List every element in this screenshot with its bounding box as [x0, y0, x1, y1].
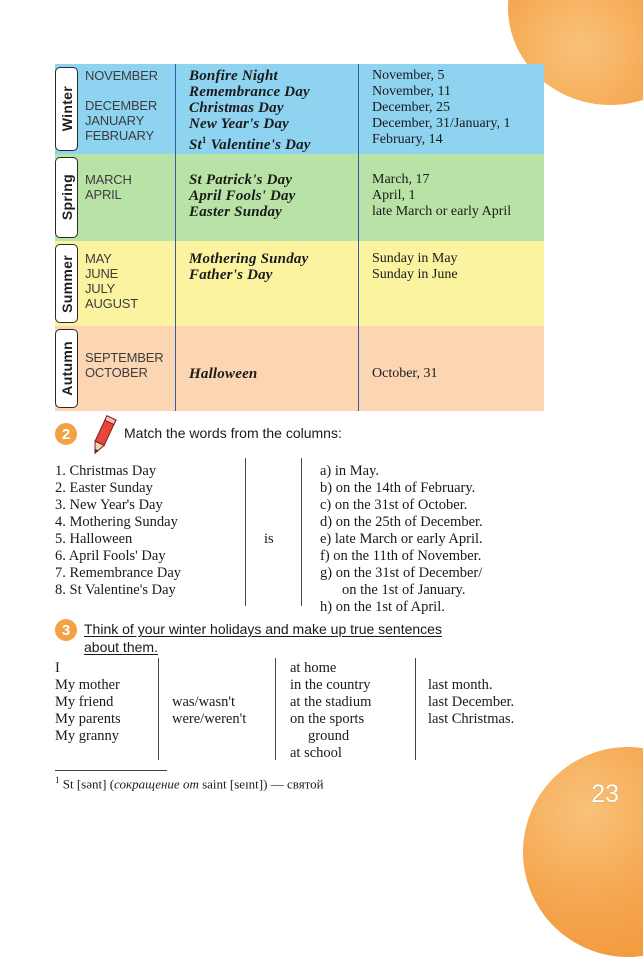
date: April, 1: [372, 188, 416, 203]
dates-column: [358, 64, 544, 154]
list-item: in the country: [290, 677, 371, 693]
season-row-spring: [55, 154, 544, 241]
list-item: on the sports: [290, 711, 365, 727]
exercise-2-right-column: [320, 463, 483, 616]
list-item: h) on the 1st of April.: [320, 599, 445, 615]
month: JUNE: [85, 266, 119, 281]
date: November, 11: [372, 84, 452, 99]
date: late March or early April: [372, 204, 512, 219]
list-item: at home: [290, 660, 337, 676]
list-item: 8. St Valentine's Day: [55, 582, 176, 598]
season-label-summer: Summer: [55, 244, 78, 323]
list-item: My mother: [55, 677, 120, 693]
list-item: 2. Easter Sunday: [55, 480, 153, 496]
footnote: [55, 775, 324, 792]
footnote-marker: 1: [201, 135, 207, 145]
date: October, 31: [372, 366, 438, 381]
month: MARCH: [85, 172, 132, 187]
date: Sunday in May: [372, 251, 458, 266]
season-label-spring: Spring: [55, 157, 78, 238]
holiday: New Year's Day: [189, 116, 290, 132]
month: DECEMBER: [85, 98, 158, 113]
holidays-column: [175, 326, 358, 411]
months-column: [78, 241, 175, 326]
holiday: Mothering Sunday: [189, 251, 309, 267]
footnote-translation: — святой: [270, 776, 324, 792]
holiday: St$^1$ Valentine's Day: [189, 135, 311, 153]
list-item: e) late March or early April.: [320, 531, 483, 547]
list-item: 6. April Fools' Day: [55, 548, 166, 564]
holidays-column: [175, 64, 358, 154]
footnote-term: St: [62, 776, 74, 792]
list-item: was/wasn't: [172, 694, 236, 710]
footnote-word-transcription: [seɪnt]): [229, 776, 268, 792]
list-item: d) on the 25th of December.: [320, 514, 483, 530]
exercise-3-places: [290, 660, 371, 762]
footnote-paren: (: [109, 776, 115, 792]
exercise-2-number: 2: [55, 423, 77, 445]
season-row-autumn: [55, 326, 544, 411]
list-item: last Christmas.: [428, 711, 515, 727]
list-item: ground: [308, 728, 350, 744]
list-item: I: [55, 660, 60, 676]
holiday: April Fools' Day: [189, 188, 296, 204]
holidays-column: [175, 154, 358, 241]
date: March, 17: [372, 172, 430, 187]
list-item: 5. Halloween: [55, 531, 133, 547]
exercise-3-verbs: [172, 694, 246, 728]
holiday-calendar-table: [55, 64, 544, 411]
season-row-summer: [55, 241, 544, 326]
exercise-2-left-column: [55, 463, 181, 599]
list-item: g) on the 31st of December/: [320, 565, 483, 581]
date: February, 14: [372, 132, 443, 147]
date: December, 31/January, 1: [372, 116, 511, 131]
column-divider: [275, 658, 276, 760]
exercise-2-instruction: Match the words from the columns:: [124, 425, 342, 441]
season-row-winter: [55, 64, 544, 154]
season-label-winter: Winter: [55, 67, 78, 151]
footnote-transcription: [sənt]: [76, 776, 107, 792]
month: JANUARY: [85, 113, 145, 128]
holiday: Father's Day: [189, 267, 273, 283]
month: AUGUST: [85, 296, 138, 311]
month: NOVEMBER: [85, 68, 158, 83]
month: JULY: [85, 281, 116, 296]
exercise-3-instruction-cont: about them.: [84, 639, 158, 655]
month-spacer: [85, 83, 175, 98]
column-divider: [158, 658, 159, 760]
list-item: at the stadium: [290, 694, 372, 710]
list-item: at school: [290, 745, 342, 761]
list-item: were/weren't: [172, 711, 247, 727]
decorative-corner-bottom: [523, 747, 643, 957]
month: APRIL: [85, 187, 122, 202]
list-item: 3. New Year's Day: [55, 497, 163, 513]
footnote-note: сокращение от: [114, 776, 199, 792]
exercise-3-subjects: [55, 660, 121, 745]
footnote-word: saint: [202, 776, 227, 792]
column-divider: [415, 658, 416, 760]
exercise-2-verb: is: [264, 531, 274, 547]
list-item: c) on the 31st of October.: [320, 497, 468, 513]
date: November, 5: [372, 68, 445, 83]
month: FEBRUARY: [85, 128, 154, 143]
list-item: My parents: [55, 711, 121, 727]
list-item: 1. Christmas Day: [55, 463, 157, 479]
page-number: 23: [591, 780, 619, 808]
list-item: last December.: [428, 694, 515, 710]
column-divider: [301, 458, 302, 606]
list-item: 7. Remembrance Day: [55, 565, 182, 581]
exercise-3-instruction: Think of your winter holidays and make up true sentences: [84, 621, 442, 637]
holiday: St Patrick's Day: [189, 172, 293, 188]
date: December, 25: [372, 100, 450, 115]
list-item: f) on the 11th of November.: [320, 548, 482, 564]
holiday: Easter Sunday: [189, 204, 283, 220]
months-column: [78, 326, 175, 411]
list-item: b) on the 14th of February.: [320, 480, 476, 496]
holidays-column: [175, 241, 358, 326]
footnote-marker: 1: [55, 775, 60, 785]
holiday: Christmas Day: [189, 100, 284, 116]
months-column: [78, 154, 175, 241]
holiday: Halloween: [189, 366, 258, 382]
list-item: last month.: [428, 677, 493, 693]
dates-column: [358, 154, 544, 241]
list-item: 4. Mothering Sunday: [55, 514, 178, 530]
holiday: Remembrance Day: [189, 84, 310, 100]
date: Sunday in June: [372, 267, 458, 282]
dates-column: [358, 241, 544, 326]
pencil-icon: [86, 414, 120, 458]
list-item: My granny: [55, 728, 120, 744]
column-divider: [245, 458, 246, 606]
month: MAY: [85, 251, 112, 266]
months-column: [78, 64, 175, 154]
month: SEPTEMBER: [85, 350, 164, 365]
footnote-divider: [55, 770, 167, 771]
holiday: Bonfire Night: [189, 68, 278, 84]
list-item: a) in May.: [320, 463, 380, 479]
month: OCTOBER: [85, 365, 148, 380]
list-item: on the 1st of January.: [342, 582, 466, 598]
exercise-3-times: [428, 677, 514, 728]
list-item: My friend: [55, 694, 114, 710]
exercise-3-number: 3: [55, 619, 77, 641]
season-label-autumn: Autumn: [55, 329, 78, 408]
dates-column: [358, 326, 544, 411]
